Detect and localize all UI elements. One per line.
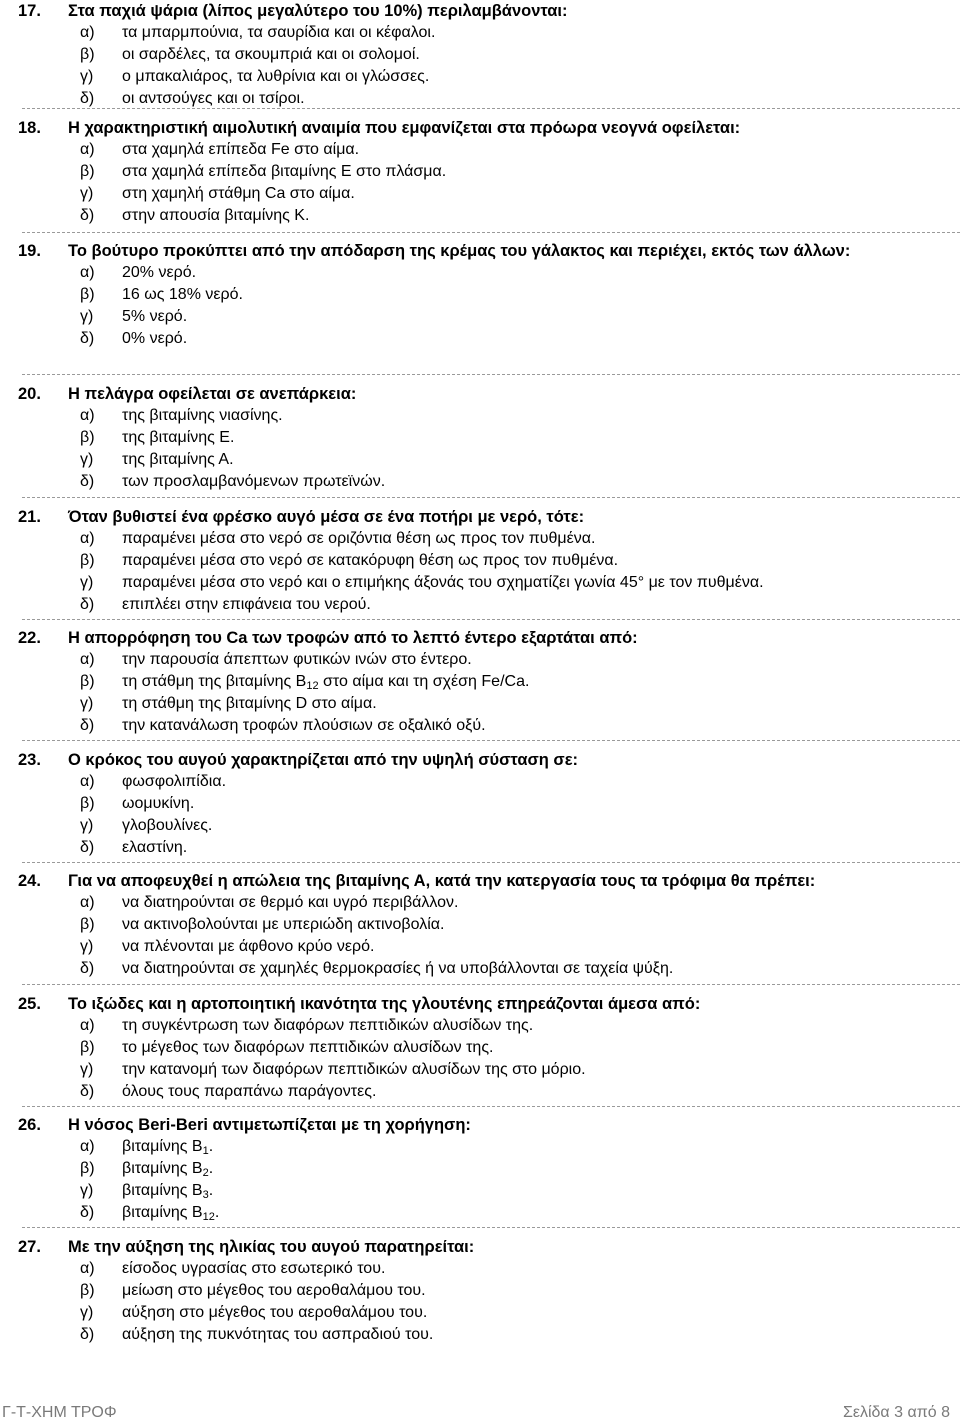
question-header	[0, 383, 960, 405]
question-title: Το βούτυρο προκύπτει από την απόδαρση της κρέμας του γάλακτος και περιέχει, εκτός των άλλων:	[68, 242, 851, 260]
question-26	[0, 1114, 960, 1224]
option-text-main: 16 ως 18% νερό.	[122, 286, 243, 303]
option-text	[122, 958, 960, 980]
option-label: δ)	[80, 717, 95, 734]
question-23	[0, 749, 960, 859]
answer-option	[0, 306, 960, 328]
option-text-main: τη στάθμη της βιταμίνης D στο αίμα.	[122, 695, 377, 712]
answer-option	[0, 1324, 960, 1346]
option-text-main: φωσφολιπίδια.	[122, 773, 227, 790]
option-text	[122, 815, 960, 837]
option-text-main: στην απουσία βιταμίνης Κ.	[122, 207, 310, 224]
question-header	[0, 627, 960, 649]
option-text	[122, 405, 960, 427]
answer-option	[0, 405, 960, 427]
answer-option	[0, 284, 960, 306]
option-text-tail: .	[208, 1182, 214, 1199]
answer-option	[0, 1059, 960, 1081]
question-header	[0, 117, 960, 139]
option-label: α)	[80, 894, 95, 911]
option-label: γ)	[80, 1182, 94, 1199]
answer-option	[0, 44, 960, 66]
option-text-main: βιταμίνης Β	[122, 1204, 203, 1221]
option-text	[122, 1158, 960, 1180]
option-label: α)	[80, 24, 95, 41]
option-text-main: τα μπαρμπούνια, τα σαυρίδια και οι κέφαλοι.	[122, 24, 436, 41]
answer-option	[0, 594, 960, 616]
option-subscript: 12	[306, 680, 319, 692]
option-text	[122, 1059, 960, 1081]
question-title: Η απορρόφηση του Ca των τροφών από το λεπτό έντερο εξαρτάται από:	[68, 629, 638, 647]
answer-option	[0, 837, 960, 859]
question-title: Στα παχιά ψάρια (λίπος μεγαλύτερο του 10%) περιλαμβάνονται:	[68, 2, 568, 20]
option-label: δ)	[80, 207, 95, 224]
option-text	[122, 88, 960, 110]
question-number: 25.	[18, 995, 41, 1013]
option-text	[122, 1136, 960, 1158]
option-label: γ)	[80, 938, 94, 955]
answer-option	[0, 88, 960, 110]
option-text-main: στη χαμηλή στάθμη Ca στο αίμα.	[122, 185, 355, 202]
option-label: γ)	[80, 574, 94, 591]
option-text-main: οι αντσούγες και οι τσίροι.	[122, 90, 305, 107]
answer-option	[0, 328, 960, 350]
question-number: 19.	[18, 242, 41, 260]
option-text-main: να ακτινοβολούνται με υπεριώδη ακτινοβολία.	[122, 916, 445, 933]
question-separator	[22, 984, 960, 985]
question-separator	[22, 108, 960, 109]
question-separator	[22, 619, 960, 620]
option-label: β)	[80, 1039, 95, 1056]
option-text	[122, 594, 960, 616]
option-text-main: της βιταμίνης νιασίνης.	[122, 407, 283, 424]
option-text	[122, 44, 960, 66]
answer-option	[0, 1280, 960, 1302]
option-text	[122, 771, 960, 793]
option-label: β)	[80, 163, 95, 180]
option-text-tail: .	[208, 1138, 214, 1155]
option-text-main: να διατηρούνται σε χαμηλές θερμοκρασίες ή να υποβάλλονται σε ταχεία ψύξη.	[122, 960, 674, 977]
answer-option	[0, 427, 960, 449]
option-label: δ)	[80, 839, 95, 856]
option-label: β)	[80, 286, 95, 303]
question-number: 22.	[18, 629, 41, 647]
option-label: β)	[80, 1160, 95, 1177]
question-separator	[22, 232, 960, 233]
answer-option	[0, 715, 960, 737]
footer-page-number: Σελίδα 3 από 8	[842, 1404, 950, 1421]
answer-option	[0, 892, 960, 914]
answer-option	[0, 449, 960, 471]
option-text-main: την παρουσία άπεπτων φυτικών ινών στο έντερο.	[122, 651, 472, 668]
option-text	[122, 1037, 960, 1059]
option-text	[122, 936, 960, 958]
question-number: 18.	[18, 119, 41, 137]
option-label: β)	[80, 552, 95, 569]
option-text	[122, 22, 960, 44]
question-title: Η χαρακτηριστική αιμολυτική αναιμία που εμφανίζεται στα πρόωρα νεογνά οφείλεται:	[68, 119, 741, 137]
option-label: δ)	[80, 1204, 95, 1221]
option-subscript: 2	[202, 1167, 209, 1179]
question-header	[0, 870, 960, 892]
option-text	[122, 837, 960, 859]
question-21	[0, 506, 960, 616]
option-text-main: στα χαμηλά επίπεδα Fe στο αίμα.	[122, 141, 360, 158]
answer-option	[0, 1136, 960, 1158]
option-label: β)	[80, 795, 95, 812]
answer-option	[0, 262, 960, 284]
option-text	[122, 139, 960, 161]
option-text	[122, 528, 960, 550]
answer-option	[0, 66, 960, 88]
question-20	[0, 383, 960, 493]
option-text	[122, 161, 960, 183]
option-text-tail: .	[214, 1204, 220, 1221]
question-header	[0, 749, 960, 771]
option-text	[122, 914, 960, 936]
option-text	[122, 328, 960, 350]
question-title: Η νόσος Beri-Beri αντιμετωπίζεται με τη χορήγηση:	[68, 1116, 471, 1134]
answer-option	[0, 139, 960, 161]
question-25	[0, 993, 960, 1103]
option-text-main: το μέγεθος των διαφόρων πεπτιδικών αλυσίδων της.	[122, 1039, 494, 1056]
question-number: 20.	[18, 385, 41, 403]
option-label: γ)	[80, 68, 94, 85]
question-header	[0, 0, 960, 22]
answer-option	[0, 671, 960, 693]
option-text-main: να πλένονται με άφθονο κρύο νερό.	[122, 938, 375, 955]
option-text	[122, 1081, 960, 1103]
option-label: δ)	[80, 1326, 95, 1343]
answer-option	[0, 1202, 960, 1224]
option-text-main: όλους τους παραπάνω παράγοντες.	[122, 1083, 377, 1100]
answer-option	[0, 161, 960, 183]
option-text-main: τη στάθμη της βιταμίνης Β	[122, 673, 307, 690]
answer-option	[0, 1015, 960, 1037]
option-text-main: στα χαμηλά επίπεδα βιταμίνης Ε στο πλάσμα.	[122, 163, 447, 180]
answer-option	[0, 649, 960, 671]
option-text	[122, 205, 960, 227]
option-text-main: την κατανομή των διαφόρων πεπτιδικών αλυσίδων της στο μόριο.	[122, 1061, 586, 1078]
question-separator	[22, 497, 960, 498]
option-text-main: ο μπακαλιάρος, τα λυθρίνια και οι γλώσσες.	[122, 68, 430, 85]
question-17	[0, 0, 960, 110]
answer-option	[0, 771, 960, 793]
answer-option	[0, 1037, 960, 1059]
page-footer	[0, 1402, 960, 1420]
question-separator	[22, 862, 960, 863]
question-title: Το ιξώδες και η αρτοποιητική ικανότητα της γλουτένης επηρεάζονται άμεσα από:	[68, 995, 701, 1013]
option-text	[122, 715, 960, 737]
answer-option	[0, 528, 960, 550]
option-label: β)	[80, 46, 95, 63]
question-number: 17.	[18, 2, 41, 20]
option-label: α)	[80, 141, 95, 158]
option-label: δ)	[80, 90, 95, 107]
question-number: 23.	[18, 751, 41, 769]
option-label: α)	[80, 530, 95, 547]
question-24	[0, 870, 960, 980]
option-text	[122, 550, 960, 572]
option-label: β)	[80, 429, 95, 446]
option-text-main: παραμένει μέσα στο νερό και ο επιμήκης άξονάς του σχηματίζει γωνία 45° με τον πυθμένα.	[122, 574, 764, 591]
option-text	[122, 183, 960, 205]
option-label: β)	[80, 673, 95, 690]
option-label: β)	[80, 1282, 95, 1299]
answer-option	[0, 914, 960, 936]
option-label: γ)	[80, 817, 94, 834]
option-subscript: 3	[202, 1189, 209, 1201]
option-label: γ)	[80, 1061, 94, 1078]
option-text-main: μείωση στο μέγεθος του αεροθαλάμου του.	[122, 1282, 426, 1299]
option-subscript: 12	[202, 1211, 215, 1223]
option-label: α)	[80, 407, 95, 424]
option-subscript: 1	[202, 1145, 209, 1157]
option-text	[122, 1180, 960, 1202]
option-text	[122, 892, 960, 914]
option-text-main: επιπλέει στην επιφάνεια του νερού.	[122, 596, 371, 613]
question-title: Ο κρόκος του αυγού χαρακτηρίζεται από την υψηλή σύσταση σε:	[68, 751, 579, 769]
answer-option	[0, 572, 960, 594]
question-separator	[22, 374, 960, 375]
option-text-main: της βιταμίνης Α.	[122, 451, 234, 468]
answer-option	[0, 815, 960, 837]
question-title: Η πελάγρα οφείλεται σε ανεπάρκεια:	[68, 385, 357, 403]
option-text-main: βιταμίνης Β	[122, 1160, 203, 1177]
option-text-main: παραμένει μέσα στο νερό σε κατακόρυφη θέση ως προς τον πυθμένα.	[122, 552, 619, 569]
option-text-main: ωομυκίνη.	[122, 795, 195, 812]
question-header	[0, 993, 960, 1015]
option-text	[122, 449, 960, 471]
option-text-main: βιταμίνης Β	[122, 1182, 203, 1199]
option-text-main: τη συγκέντρωση των διαφόρων πεπτιδικών αλυσίδων της.	[122, 1017, 534, 1034]
option-label: α)	[80, 1017, 95, 1034]
option-text	[122, 793, 960, 815]
option-label: α)	[80, 1260, 95, 1277]
option-label: α)	[80, 264, 95, 281]
option-text-main: βιταμίνης Β	[122, 1138, 203, 1155]
option-label: γ)	[80, 695, 94, 712]
option-text-main: των προσλαμβανόμενων πρωτεϊνών.	[122, 473, 386, 490]
option-text-main: 0% νερό.	[122, 330, 188, 347]
answer-option	[0, 1158, 960, 1180]
option-text	[122, 1324, 960, 1346]
answer-option	[0, 1258, 960, 1280]
option-text-main: την κατανάλωση τροφών πλούσιων σε οξαλικό οξύ.	[122, 717, 486, 734]
question-19	[0, 240, 960, 350]
question-title: Όταν βυθιστεί ένα φρέσκο αυγό μέσα σε ένα ποτήρι με νερό, τότε:	[68, 508, 585, 526]
option-text-main: 20% νερό.	[122, 264, 197, 281]
question-separator	[22, 1106, 960, 1107]
question-number: 24.	[18, 872, 41, 890]
question-27	[0, 1236, 960, 1346]
question-number: 21.	[18, 508, 41, 526]
option-text	[122, 1258, 960, 1280]
option-text-main: 5% νερό.	[122, 308, 188, 325]
option-text-main: αύξηση της πυκνότητας του ασπραδιού του.	[122, 1326, 434, 1343]
option-label: γ)	[80, 451, 94, 468]
question-header	[0, 240, 960, 262]
question-18	[0, 117, 960, 227]
option-text	[122, 1015, 960, 1037]
option-text	[122, 693, 960, 715]
answer-option	[0, 693, 960, 715]
footer-course-code: Γ-Τ-ΧΗΜ ΤΡΟΦ	[2, 1404, 117, 1421]
option-text	[122, 427, 960, 449]
answer-option	[0, 471, 960, 493]
option-label: δ)	[80, 330, 95, 347]
question-title: Με την αύξηση της ηλικίας του αυγού παρατηρείται:	[68, 1238, 475, 1256]
option-text	[122, 471, 960, 493]
option-text-main: ελαστίνη.	[122, 839, 188, 856]
question-22	[0, 627, 960, 737]
question-separator	[22, 740, 960, 741]
option-text-main: παραμένει μέσα στο νερό σε οριζόντια θέση ως προς τον πυθμένα.	[122, 530, 596, 547]
answer-option	[0, 183, 960, 205]
option-label: δ)	[80, 596, 95, 613]
option-text	[122, 649, 960, 671]
option-label: γ)	[80, 308, 94, 325]
answer-option	[0, 550, 960, 572]
option-text	[122, 284, 960, 306]
option-text-tail: .	[208, 1160, 214, 1177]
option-text-main: της βιταμίνης Ε.	[122, 429, 235, 446]
question-number: 26.	[18, 1116, 41, 1134]
answer-option	[0, 1081, 960, 1103]
option-text-main: αύξηση στο μέγεθος του αεροθαλάμου του.	[122, 1304, 428, 1321]
option-text	[122, 1302, 960, 1324]
option-label: δ)	[80, 960, 95, 977]
option-text-main: γλοβουλίνες.	[122, 817, 213, 834]
option-text-main: να διατηρούνται σε θερμό και υγρό περιβάλλον.	[122, 894, 459, 911]
option-text-main: είσοδος υγρασίας στο εσωτερικό του.	[122, 1260, 386, 1277]
option-text	[122, 306, 960, 328]
option-label: δ)	[80, 1083, 95, 1100]
option-text-main: οι σαρδέλες, τα σκουμπριά και οι σολομοί.	[122, 46, 420, 63]
question-number: 27.	[18, 1238, 41, 1256]
question-title: Για να αποφευχθεί η απώλεια της βιταμίνης Α, κατά την κατεργασία τους τα τρόφιμα θα πρέπει:	[68, 872, 816, 890]
option-label: α)	[80, 773, 95, 790]
answer-option	[0, 1180, 960, 1202]
question-header	[0, 1114, 960, 1136]
option-label: γ)	[80, 1304, 94, 1321]
answer-option	[0, 793, 960, 815]
question-header	[0, 1236, 960, 1258]
question-separator	[22, 1227, 960, 1228]
option-text-tail: στο αίμα και τη σχέση Fe/Ca.	[318, 673, 530, 690]
question-header	[0, 506, 960, 528]
option-label: β)	[80, 916, 95, 933]
answer-option	[0, 22, 960, 44]
option-label: α)	[80, 651, 95, 668]
option-label: δ)	[80, 473, 95, 490]
option-text	[122, 671, 960, 693]
option-text	[122, 1280, 960, 1302]
option-label: γ)	[80, 185, 94, 202]
answer-option	[0, 936, 960, 958]
option-label: α)	[80, 1138, 95, 1155]
option-text	[122, 572, 960, 594]
answer-option	[0, 205, 960, 227]
option-text	[122, 66, 960, 88]
answer-option	[0, 1302, 960, 1324]
option-text	[122, 262, 960, 284]
option-text	[122, 1202, 960, 1224]
answer-option	[0, 958, 960, 980]
